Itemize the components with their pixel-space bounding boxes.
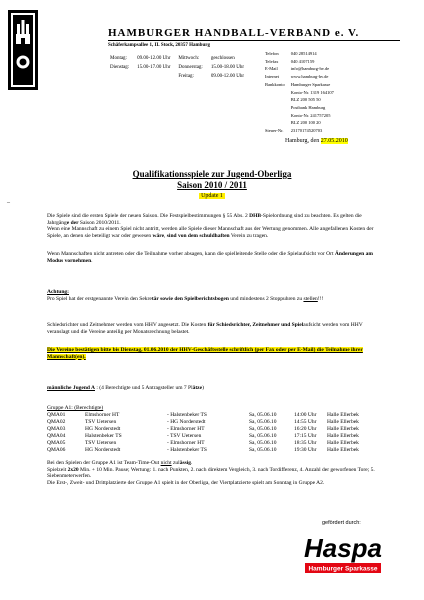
- home-team: HG Norderstedt: [85, 426, 121, 433]
- org-address: Schäferkampsallee 1, II. Stock, 20357 Hamburg: [108, 43, 210, 48]
- text-run: .: [191, 460, 193, 466]
- update-note: [0, 193, 424, 199]
- dateline-prefix: Hamburg, den: [285, 138, 321, 144]
- game-date: Sa, 05.06.10: [249, 419, 277, 426]
- text-run: stellen: [303, 295, 318, 302]
- hours-day: Montag:: [110, 56, 127, 61]
- text-run: sind von dem schuldhaften: [166, 232, 230, 239]
- hours-time: geschlossen: [210, 56, 235, 61]
- game-id: QMA06: [47, 447, 66, 454]
- table-row: [47, 426, 387, 433]
- text-run: ,: [164, 232, 167, 239]
- text-run: für Schiedsrichter, Zeitnehmer und Spiel: [207, 322, 304, 328]
- contact-value: 040 4107159: [290, 58, 315, 64]
- paragraph-category: [47, 385, 382, 392]
- text-run: Spielzeit: [47, 466, 68, 473]
- document-title: Qualifikationsspiele zur Jugend-Oberliga: [132, 169, 292, 179]
- game-venue: Halle Ellerbek: [327, 433, 359, 440]
- game-id: QMA02: [47, 419, 66, 426]
- hours-row: [110, 55, 250, 62]
- text-run: ässig: [179, 460, 191, 466]
- text-run: 2x20: [67, 466, 79, 473]
- hours-time: 15.00-18.00 Uhr: [210, 65, 245, 70]
- hours-day: Donnerstag:: [178, 65, 203, 70]
- text-run: Die Erst-, Zweit- und Drittplatzierte der Gruppe A1 spielt in der Oberliga, der Viertplatzierte spielt am Sonntag in Gruppe A2.: [47, 479, 325, 486]
- hours-row: [110, 64, 250, 71]
- game-time: 14:00 Uhr: [294, 412, 317, 418]
- hours-time: 09.00-12.00 Uhr: [210, 74, 245, 79]
- office-hours: [108, 53, 252, 82]
- game-date: Sa, 05.06.10: [249, 447, 277, 454]
- contact-label: Bankkonto: [265, 81, 285, 87]
- text-run: Bei den Spielen der Gruppe A1 ist Team-Time-Out: [47, 460, 161, 466]
- margin-dash: –: [7, 200, 10, 206]
- text-run: und mindestens 2 Stoppuhren zu: [228, 295, 304, 302]
- away-team: - Halstenbeker TS: [167, 447, 207, 454]
- game-time: 16:20 Uhr: [294, 426, 317, 433]
- text-run: Wenn eine Mannschaft zu einem Spiel nicht antritt, werden alle Spiele dieser Mannschaft aus der Wertung genommen. Alle angefallenen Kosten der Spiele, an denen sie beteiligt war oder gewesen: [47, 226, 374, 239]
- haspa-logo: [302, 530, 384, 576]
- text-run: e der: [66, 219, 79, 226]
- game-date: Sa, 05.06.10: [249, 412, 277, 418]
- contact-value: Postbank Hamburg: [290, 104, 326, 110]
- paragraph-attention: [47, 289, 382, 302]
- game-venue: Halle Ellerbek: [327, 426, 359, 433]
- season-title: Saison 2010 / 2011: [177, 180, 247, 190]
- hours-day: Mittwoch:: [178, 56, 200, 61]
- hours-row: [110, 73, 250, 80]
- table-row: [47, 447, 387, 454]
- contact-label: E-Mail: [265, 66, 278, 72]
- game-venue: Halle Ellerbek: [327, 447, 359, 454]
- hours-time: [137, 73, 176, 80]
- text-run: nicht: [160, 460, 172, 466]
- text-run: DHB: [249, 213, 262, 219]
- contact-value: Hamburger Sparkasse: [290, 81, 331, 87]
- hours-time: 09.00-12.00 Uhr: [137, 56, 171, 61]
- paragraph-rules: [47, 213, 382, 239]
- haspa-tagline: Hamburger Sparkasse: [308, 565, 378, 573]
- sponsor-label: gefördert durch:: [322, 520, 361, 526]
- text-run: -Spielordnung sind zu beachten. Es gelten die Jahrgäng: [47, 213, 362, 226]
- game-date: Sa, 05.06.10: [249, 433, 277, 440]
- game-time: 14:55 Uhr: [294, 419, 317, 426]
- text-run: Änderungen am Modus vornehmen: [47, 251, 373, 264]
- contact-value: Konto-Nr. 241757205: [290, 112, 331, 118]
- contact-label: Internet: [265, 74, 279, 80]
- away-team: - HG Norderstedt: [167, 419, 206, 426]
- game-venue: Halle Ellerbek: [327, 419, 359, 426]
- hours-day: Freitag:: [178, 74, 194, 79]
- hours-day: Dienstag:: [110, 65, 130, 70]
- group-heading: Gruppe A1: (Berechtigte): [47, 405, 104, 411]
- contact-label: [265, 120, 289, 126]
- dateline: [285, 138, 348, 144]
- text-run: !!!: [317, 295, 324, 302]
- text-run: tär sowie den Spielberichtsbogen: [151, 295, 229, 302]
- category-heading: männliche Jugend A: [47, 385, 95, 391]
- game-id: QMA03: [47, 426, 66, 433]
- contact-value: BLZ 200 505 50: [290, 97, 321, 103]
- game-time: 18:35 Uhr: [294, 440, 317, 447]
- haspa-wordmark: Haspa: [303, 533, 383, 563]
- paragraph-referees: [47, 322, 382, 335]
- text-run: ): [202, 385, 204, 391]
- hours-day: [110, 73, 135, 80]
- hhv-crest-logo: [8, 10, 38, 90]
- game-date: Sa, 05.06.10: [249, 440, 277, 447]
- text-run: : (4 Berechtigte und 5 Antragsteller um 7 Pl: [94, 385, 193, 391]
- game-venue: Halle Ellerbek: [327, 440, 359, 447]
- contact-value: BLZ 200 100 20: [290, 120, 321, 126]
- paragraph-withdrawal: [47, 251, 382, 264]
- contact-block: [263, 49, 340, 136]
- home-team: Halstenbeker TS: [85, 433, 122, 440]
- home-team: TSV Uetersen: [85, 440, 117, 447]
- games-table: [47, 412, 387, 455]
- contact-value: info@hamburg-hv.de: [290, 66, 330, 72]
- text-run: Die Spiele sind die ersten Spiele der neuen Saison. Die Festspielbestimmungen § 55 Abs. 2: [47, 213, 250, 219]
- hours-time: 15.00-17.00 Uhr: [137, 65, 171, 70]
- text-run: .: [91, 257, 93, 264]
- game-time: 19:30 Uhr: [294, 447, 317, 454]
- contact-label: [265, 90, 289, 96]
- text-run: ätze: [192, 385, 203, 391]
- contact-label: Telefon: [265, 51, 279, 56]
- org-title: HAMBURGER HANDBALL-VERBAND e. V.: [108, 27, 360, 39]
- game-venue: Halle Ellerbek: [327, 412, 359, 418]
- home-team: HG Norderstedt: [85, 447, 121, 454]
- game-id: QMA01: [47, 412, 66, 418]
- dateline-date: 27.05.2010: [320, 138, 348, 144]
- game-id: QMA04: [47, 433, 66, 440]
- away-team: - TSV Uetersen: [167, 433, 202, 440]
- paragraph-confirmation: [47, 347, 382, 360]
- game-id: QMA05: [47, 440, 66, 447]
- text-run: Wenn Mannschaften nicht antreten oder die Teilnahme vorher absagen, kann die spielleitende Stelle oder die Spielaufsicht vor Ort: [47, 251, 335, 257]
- text-run: Schiedsrichter und Zeitnehmer werden vom HHV angesetzt. Die Kosten: [47, 322, 208, 328]
- table-row: [47, 440, 387, 447]
- paragraph-game-rules: [47, 460, 382, 486]
- text-run: aufsicht werden vom HHV veranslagt und die Vereine anteilig per Monatsrechnung belastet.: [47, 322, 363, 335]
- contact-label: [265, 113, 289, 119]
- away-team: - Elmshorner HT: [167, 440, 205, 447]
- home-team: TSV Uetersen: [85, 419, 117, 426]
- text-run: Verein zu tragen.: [229, 232, 269, 239]
- game-time: 17:15 Uhr: [294, 433, 317, 440]
- contact-label: Steuer-Nr.: [265, 128, 284, 134]
- game-date: Sa, 05.06.10: [249, 426, 277, 433]
- contact-value: Konto-Nr. 1319 164107: [290, 89, 334, 95]
- attention-heading: Achtung:: [47, 289, 70, 295]
- confirmation-text: Die Vereine bestätigen bitte bis Dienstag, 01.06.2010 der HHV-Geschäftsstelle schriftlich (per Fax oder per E-Mail) die Teilnahme ihrer Mannschaft(en).: [47, 347, 363, 360]
- text-run: Pro Spiel hat der erstgenannte Verein den Sekre: [47, 295, 152, 302]
- header-rule: [108, 40, 400, 41]
- contact-label: [265, 97, 289, 103]
- text-run: wäre: [152, 232, 165, 239]
- home-team: Elmshorner HT: [85, 412, 120, 418]
- update-badge: Update 1: [201, 193, 223, 199]
- contact-value: 040 28514914: [290, 51, 317, 56]
- text-run: Saison 2010/2011.: [78, 219, 121, 226]
- text-run: Min. + 10 Min. Pause; Wertung: 1. nach Punkten, 2. nach direktem Vergleich, 3. nach Tordifferenz, 4. Anzahl der geworfenen Tore; 5. Siebenmeterwerfen.: [47, 466, 375, 480]
- contact-label: [265, 105, 289, 111]
- away-team: - Halstenbeker TS: [167, 412, 207, 418]
- text-run: zul: [171, 460, 180, 466]
- contact-value: www.hamburg-hv.de: [290, 74, 329, 80]
- contact-label: Telefax: [265, 58, 279, 64]
- table-row: [47, 419, 387, 426]
- table-row: [47, 433, 387, 440]
- away-team: - Elmshorner HT: [167, 426, 205, 433]
- contact-value: 23170174520703: [290, 128, 323, 134]
- table-row: [47, 412, 387, 419]
